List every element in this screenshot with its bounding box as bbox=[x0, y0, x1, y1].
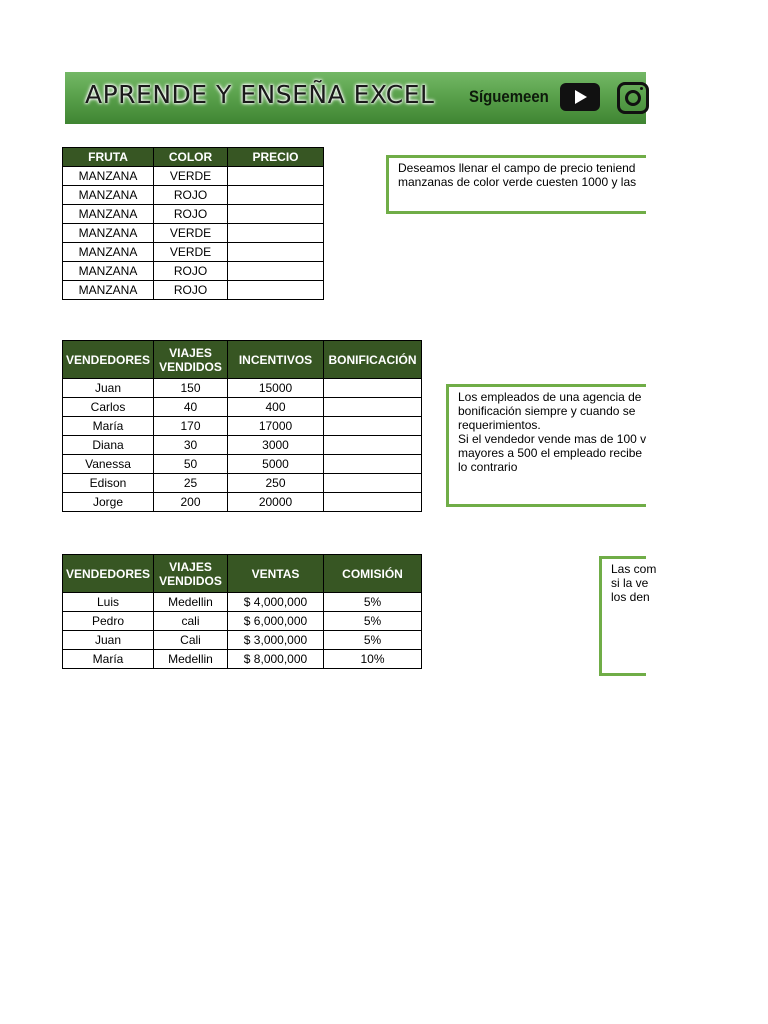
table-cell[interactable] bbox=[228, 243, 324, 262]
table-row bbox=[63, 379, 422, 398]
note-line: los den bbox=[611, 590, 650, 604]
table-cell[interactable]: Diana bbox=[63, 436, 154, 455]
table-cell[interactable] bbox=[324, 417, 422, 436]
table-cell[interactable]: VERDE bbox=[154, 224, 228, 243]
col-header: COMISIÓN bbox=[324, 555, 422, 593]
col-header: VENTAS bbox=[228, 555, 324, 593]
table-cell[interactable]: 5000 bbox=[228, 455, 324, 474]
table-header-row bbox=[63, 341, 422, 379]
table-cell[interactable]: 5% bbox=[324, 631, 422, 650]
table-cell[interactable]: Edison bbox=[63, 474, 154, 493]
table-cell[interactable]: $ 8,000,000 bbox=[228, 650, 324, 669]
table-cell[interactable]: Juan bbox=[63, 379, 154, 398]
table-cell[interactable]: 40 bbox=[154, 398, 228, 417]
note-line: bonificación siempre y cuando se bbox=[458, 404, 636, 418]
table-cell[interactable]: Juan bbox=[63, 631, 154, 650]
table-cell[interactable]: MANZANA bbox=[63, 205, 154, 224]
table-cell[interactable] bbox=[228, 205, 324, 224]
table-cell[interactable]: Medellin bbox=[154, 650, 228, 669]
table-cell[interactable] bbox=[324, 379, 422, 398]
banner-title: APRENDE Y ENSEÑA EXCEL bbox=[85, 80, 435, 109]
table-cell[interactable]: ROJO bbox=[154, 262, 228, 281]
note-line: Las com bbox=[611, 562, 657, 576]
table-cell[interactable] bbox=[228, 224, 324, 243]
table-cell[interactable]: Jorge bbox=[63, 493, 154, 512]
table-cell[interactable]: MANZANA bbox=[63, 262, 154, 281]
col-header: INCENTIVOS bbox=[228, 341, 324, 379]
col-header: BONIFICACIÓN bbox=[324, 341, 422, 379]
table-row bbox=[63, 493, 422, 512]
follow-label: Síguemeen bbox=[469, 87, 549, 106]
note-line: lo contrario bbox=[458, 460, 518, 474]
youtube-icon[interactable] bbox=[560, 83, 600, 111]
table-cell[interactable] bbox=[228, 167, 324, 186]
table-row bbox=[63, 474, 422, 493]
table-header-row bbox=[63, 555, 422, 593]
table-cell[interactable]: Medellin bbox=[154, 593, 228, 612]
table-row bbox=[63, 281, 324, 300]
table-cell[interactable]: 20000 bbox=[228, 493, 324, 512]
table-cell[interactable]: 200 bbox=[154, 493, 228, 512]
instruction-note-2 bbox=[446, 384, 646, 507]
table-cell[interactable] bbox=[324, 398, 422, 417]
table-cell[interactable]: 5% bbox=[324, 612, 422, 631]
table-row bbox=[63, 417, 422, 436]
note-line: Deseamos llenar el campo de precio teniend bbox=[398, 161, 636, 175]
table-row bbox=[63, 224, 324, 243]
col-header bbox=[154, 341, 228, 379]
table-cell[interactable] bbox=[228, 186, 324, 205]
table-cell[interactable]: Cali bbox=[154, 631, 228, 650]
table-cell[interactable]: 50 bbox=[154, 455, 228, 474]
table-cell[interactable] bbox=[324, 455, 422, 474]
col-header: VENDEDORES bbox=[63, 341, 154, 379]
table-row bbox=[63, 398, 422, 417]
col-header-text: VIAJES VENDIDOS bbox=[159, 345, 222, 374]
table-cell[interactable]: 170 bbox=[154, 417, 228, 436]
table-header-row bbox=[63, 148, 324, 167]
note-line: mayores a 500 el empleado recibe bbox=[458, 446, 643, 460]
table-row bbox=[63, 631, 422, 650]
table-cell[interactable]: MANZANA bbox=[63, 167, 154, 186]
table-row bbox=[63, 167, 324, 186]
table-cell[interactable]: MANZANA bbox=[63, 243, 154, 262]
table-cell[interactable]: 10% bbox=[324, 650, 422, 669]
instagram-icon[interactable] bbox=[617, 82, 649, 114]
table-row bbox=[63, 243, 324, 262]
note-line: si la ve bbox=[611, 576, 649, 590]
col-header-text: VIAJES VENDIDOS bbox=[159, 559, 222, 588]
col-header bbox=[154, 555, 228, 593]
note-line: manzanas de color verde cuesten 1000 y las bbox=[398, 175, 637, 189]
table-cell[interactable]: MANZANA bbox=[63, 224, 154, 243]
table-cell[interactable] bbox=[228, 281, 324, 300]
table-row bbox=[63, 436, 422, 455]
table-row bbox=[63, 455, 422, 474]
table-row bbox=[63, 593, 422, 612]
table-cell[interactable]: 17000 bbox=[228, 417, 324, 436]
banner bbox=[65, 72, 646, 124]
table-cell[interactable]: $ 4,000,000 bbox=[228, 593, 324, 612]
table-cell[interactable]: VERDE bbox=[154, 243, 228, 262]
table-cell[interactable]: Pedro bbox=[63, 612, 154, 631]
table-row bbox=[63, 186, 324, 205]
table-cell[interactable]: ROJO bbox=[154, 281, 228, 300]
col-header: PRECIO bbox=[228, 148, 324, 167]
table-cell[interactable]: $ 3,000,000 bbox=[228, 631, 324, 650]
table-cell[interactable] bbox=[324, 493, 422, 512]
table-cell[interactable]: 15000 bbox=[228, 379, 324, 398]
table-cell[interactable]: 30 bbox=[154, 436, 228, 455]
col-header: VENDEDORES bbox=[63, 555, 154, 593]
table-cell[interactable]: 5% bbox=[324, 593, 422, 612]
table-cell[interactable]: VERDE bbox=[154, 167, 228, 186]
table-row bbox=[63, 205, 324, 224]
table-cell[interactable]: MANZANA bbox=[63, 281, 154, 300]
table-cell[interactable]: Luis bbox=[63, 593, 154, 612]
table-cell[interactable] bbox=[324, 474, 422, 493]
table-cell[interactable]: María bbox=[63, 650, 154, 669]
note-line: Si el vendedor vende mas de 100 v bbox=[458, 432, 647, 446]
table-cell[interactable]: 400 bbox=[228, 398, 324, 417]
table-cell[interactable]: cali bbox=[154, 612, 228, 631]
table-cell[interactable]: 250 bbox=[228, 474, 324, 493]
col-header: FRUTA bbox=[63, 148, 154, 167]
table-cell[interactable] bbox=[228, 262, 324, 281]
table-cell[interactable]: Vanessa bbox=[63, 455, 154, 474]
instruction-note-3 bbox=[599, 556, 657, 676]
sellers-bonus-table bbox=[62, 340, 422, 512]
fruit-table bbox=[62, 147, 324, 300]
table-cell[interactable] bbox=[324, 436, 422, 455]
table-cell[interactable]: MANZANA bbox=[63, 186, 154, 205]
table-row bbox=[63, 262, 324, 281]
table-cell[interactable]: Carlos bbox=[63, 398, 154, 417]
table-cell[interactable]: 3000 bbox=[228, 436, 324, 455]
table-cell[interactable]: $ 6,000,000 bbox=[228, 612, 324, 631]
table-row bbox=[63, 650, 422, 669]
note-line: requerimientos. bbox=[458, 418, 541, 432]
note-line: Los empleados de una agencia de bbox=[458, 390, 642, 404]
table-cell[interactable]: ROJO bbox=[154, 205, 228, 224]
col-header: COLOR bbox=[154, 148, 228, 167]
table-row bbox=[63, 612, 422, 631]
table-cell[interactable]: María bbox=[63, 417, 154, 436]
table-cell[interactable]: 150 bbox=[154, 379, 228, 398]
table-cell[interactable]: 25 bbox=[154, 474, 228, 493]
table-cell[interactable]: ROJO bbox=[154, 186, 228, 205]
sellers-commission-table bbox=[62, 554, 422, 669]
instruction-note-1 bbox=[386, 155, 646, 214]
